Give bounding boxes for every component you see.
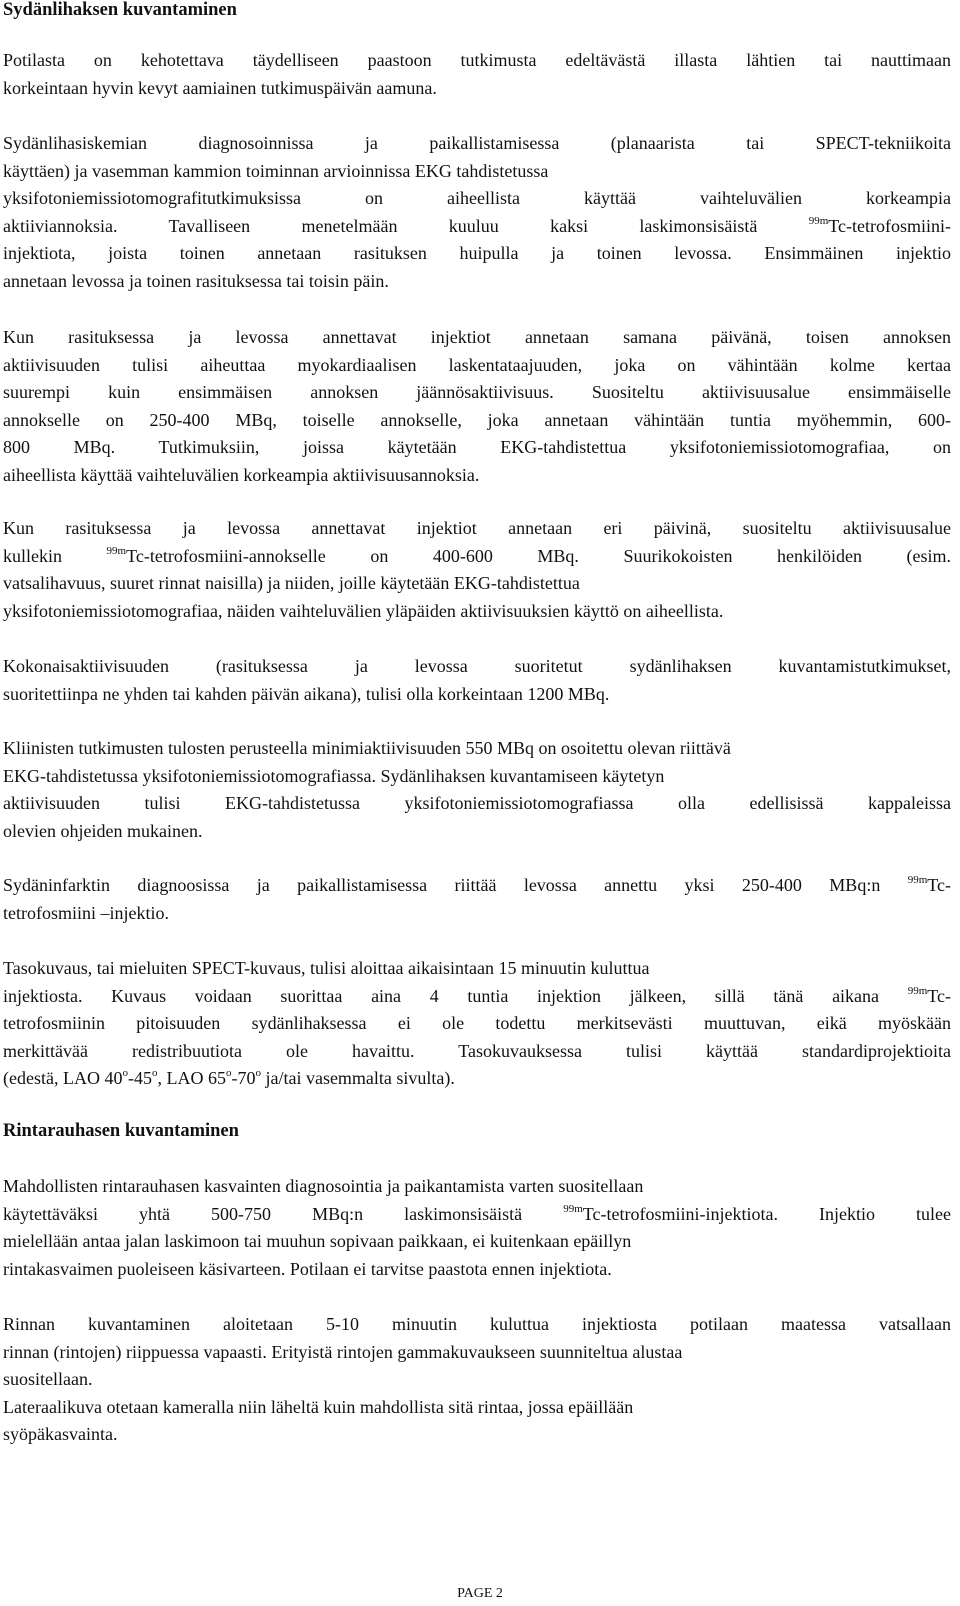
text-line: Lateraalikuva otetaan kameralla niin läheltä kuin mahdollista sitä rintaa, jossa epäillään — [3, 1396, 634, 1417]
paragraph-ischemia — [3, 130, 951, 295]
text-line: injektiota, joista toinen annetaan rasituksen huipulla ja toinen levossa. Ensimmäinen injektio — [3, 243, 951, 263]
isotope-superscript: 99m — [106, 544, 127, 557]
text-line: mielellään antaa jalan laskimoon tai muuhun sopivaan paikkaan, ei kuitenkaan epäillyn — [3, 1231, 632, 1251]
paragraph-total-activity — [3, 653, 951, 708]
text-line: Mahdollisten rintarauhasen kasvainten diagnosointia ja paikantamista varten suositellaan — [3, 1176, 644, 1196]
text-line: Kokonaisaktiivisuuden (rasituksessa ja levossa suoritetut sydänlihaksen kuvantamistutkimukset, — [3, 656, 951, 676]
section-heading-breast — [3, 1118, 951, 1146]
paragraph-same-day — [3, 324, 951, 489]
paragraph-breast-injection — [3, 1173, 951, 1283]
text-line: yksifotoniemissiotomografitutkimuksissa on aiheellista käyttää vaihteluvälien korkeampia — [3, 188, 951, 208]
paragraph-imaging — [3, 955, 951, 1093]
text-line: vatsalihavuus, suuret rinnat naisilla) ja niiden, joille käytetään EKG-tahdistettua — [3, 573, 580, 593]
text-line: tetrofosmiini –injektio. — [3, 902, 169, 923]
text-line: suoritettiinpa ne yhden tai kahden päivän aikana), tulisi olla korkeintaan 1200 MBq. — [3, 683, 610, 704]
degree-superscript: o — [151, 1067, 158, 1079]
text-line: merkittävää redistribuutiota ole havaittu. Tasokuvauksessa tulisi käyttää standardiprojektioita — [3, 1040, 951, 1061]
page-number: PAGE 2 — [457, 1586, 503, 1601]
text-line: suositellaan. — [3, 1369, 93, 1389]
text-line: aktiiviannoksia. Tavalliseen menetelmään kuuluu kaksi laskimonsisäistä $^{99m}$Tc-tetrofosmiini- — [3, 214, 952, 236]
text-line: Sydäninfarktin diagnoosissa ja paikallistamisessa riittää levossa annettu yksi 250-400 MBq:n $^{99m}$Tc- — [3, 874, 952, 895]
text-line: Kliinisten tutkimusten tulosten perusteella minimiaktiivisuuden 550 MBq on osoitettu olevan riittävä — [3, 738, 731, 758]
isotope-superscript: 99m — [563, 1202, 583, 1215]
paragraph-different-days — [3, 515, 951, 625]
text-line: aktiivisuuden tulisi aiheuttaa myokardiaalisen laskentataajuuden, joka on vähintään kolme kertaa — [3, 354, 951, 375]
text-line: aktiivisuuden tulisi EKG-tahdistetussa yksifotoniemissiotomografiassa olla edellisissä kappaleissa — [3, 793, 951, 813]
page-footer — [0, 1586, 960, 1602]
text-line: annetaan levossa ja toinen rasituksessa tai toisin päin. — [3, 270, 389, 291]
text-line: 800 MBq. Tutkimuksiin, joissa käytetään EKG-tahdistettua yksifotoniemissiotomografiaa, on — [3, 437, 951, 457]
text-line: käytettäväksi yhtä 500-750 MBq:n laskimonsisäistä $^{99m}$Tc-tetrofosmiini-injektiota. Injektio tulee — [3, 1202, 951, 1224]
text-line: aiheellista käyttää vaihteluvälien korkeampia aktiivisuusannoksia. — [3, 464, 480, 485]
text-line: syöpäkasvainta. — [3, 1424, 118, 1444]
text-line: korkeintaan hyvin kevyt aamiainen tutkimuspäivän aamuna. — [3, 77, 437, 98]
isotope-superscript: 99m — [907, 984, 928, 997]
paragraph-infarction — [3, 872, 951, 927]
text-line: olevien ohjeiden mukainen. — [3, 820, 203, 841]
text-line: Potilasta on kehotettava täydelliseen paastoon tutkimusta edeltävästä illasta lähtien tai nauttimaan — [3, 50, 951, 70]
text-line: kullekin $^{99m}$Tc-tetrofosmiini-annokselle on 400-600 MBq. Suurikokoisten henkilöiden (esim. — [3, 544, 951, 566]
degree-superscript: o — [225, 1067, 232, 1079]
text-line: suurempi kuin ensimmäisen annoksen jäännösaktiivisuus. Suositeltu aktiivisuusalue ensimmäiselle — [3, 382, 951, 402]
text-line: (edestä, LAO 40$^o$-45$^o$, LAO 65$^o$-70$^o$ ja/tai vasemmalta sivulta). — [3, 1067, 455, 1088]
paragraph-breast-imaging — [3, 1311, 951, 1449]
text-line: käyttäen) ja vasemman kammion toiminnan arvioinnissa EKG tahdistetussa — [3, 160, 549, 181]
text-line: Kun rasituksessa ja levossa annettavat injektiot annetaan samana päivänä, toisen annoksen — [3, 327, 951, 347]
text-line: EKG-tahdistetussa yksifotoniemissiotomografiassa. Sydänlihaksen kuvantamiseen käytetyn — [3, 765, 665, 786]
degree-superscript: o — [255, 1067, 261, 1079]
text-line: tetrofosmiinin pitoisuuden sydänlihaksessa ei ole todettu merkitsevästi muuttuvan, eikä myöskään — [3, 1013, 951, 1033]
paragraph-clinical-studies — [3, 735, 951, 845]
paragraph-fasting — [3, 47, 951, 102]
degree-superscript: o — [122, 1067, 128, 1079]
text-line: Rinnan kuvantaminen aloitetaan 5-10 minuutin kuluttua injektiosta potilaan maatessa vatsallaan — [3, 1314, 951, 1334]
isotope-superscript: 99m — [907, 874, 928, 886]
text-line: Tasokuvaus, tai mieluiten SPECT-kuvaus, tulisi aloittaa aikaisintaan 15 minuutin kuluttua — [3, 958, 650, 978]
section-heading-heart — [3, 0, 951, 25]
heading-text: Rintarauhasen kuvantaminen — [3, 1121, 239, 1141]
isotope-superscript: 99m — [808, 214, 829, 227]
text-line: annokselle on 250-400 MBq, toiselle annokselle, joka annetaan vähintään tuntia myöhemmin, 600- — [3, 409, 951, 430]
text-line: rinnan (rintojen) riippuessa vapaasti. Erityistä rintojen gammakuvaukseen suunniteltua alustaa — [3, 1341, 683, 1362]
text-line: rintakasvaimen puoleiseen käsivarteen. Potilaan ei tarvitse paastota ennen injektiota. — [3, 1258, 612, 1279]
text-line: Kun rasituksessa ja levossa annettavat injektiot annetaan eri päivinä, suositeltu aktiivisuusalue — [3, 518, 951, 538]
text-line: Sydänlihasiskemian diagnosoinnissa ja paikallistamisessa (planaarista tai SPECT-tekniikoita — [3, 133, 951, 153]
text-line: yksifotoniemissiotomografiaa, näiden vaihteluvälien yläpäiden aktiivisuuksien käyttö on aiheellista. — [3, 600, 724, 621]
heading-text: Sydänlihaksen kuvantaminen — [3, 0, 237, 20]
text-line: injektiosta. Kuvaus voidaan suorittaa aina 4 tuntia injektion jälkeen, sillä tänä aikana $^{99m}$Tc- — [3, 984, 951, 1006]
